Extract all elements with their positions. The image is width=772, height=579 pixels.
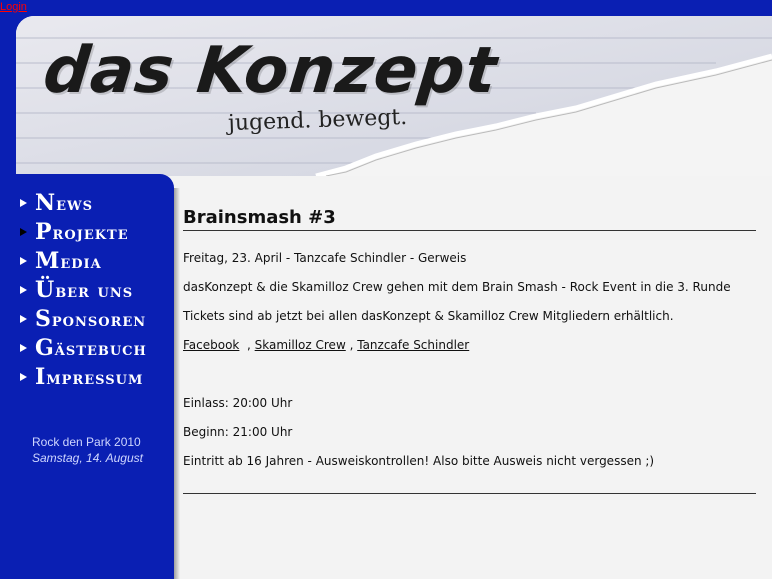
skamilloz-link[interactable]: Skamilloz Crew <box>254 338 346 352</box>
event-title: Rock den Park 2010 <box>32 435 141 449</box>
nav-item-sponsoren[interactable] <box>16 304 147 333</box>
nav-item-impressum[interactable] <box>16 362 147 391</box>
nav-item-projekte[interactable] <box>16 217 147 246</box>
article-title: Brainsmash #3 <box>183 206 756 231</box>
article-subtitle: Freitag, 23. April - Tanzcafe Schindler - Gerweis <box>183 251 467 265</box>
arrow-right-icon <box>20 286 27 294</box>
nav-item-news[interactable] <box>16 188 147 217</box>
site-tagline: jugend. bewegt. <box>227 104 408 137</box>
nav-label: Media <box>35 247 102 274</box>
sidebar <box>16 174 174 579</box>
header-banner <box>16 16 772 176</box>
arrow-right-icon <box>20 257 27 265</box>
nav-item-gaestebuch[interactable] <box>16 333 147 362</box>
nav-label: Gästebuch <box>35 334 147 361</box>
arrow-right-icon <box>20 373 27 381</box>
event-date: Samstag, 14. August <box>32 451 143 465</box>
beginn-text: Beginn: 21:00 Uhr <box>183 425 293 439</box>
nav-label: Projekte <box>35 218 129 245</box>
divider <box>183 493 756 494</box>
sidebar-shadow <box>174 188 180 579</box>
arrow-right-icon <box>20 344 27 352</box>
eintritt-text: Eintritt ab 16 Jahren - Ausweiskontrollen! Also bitte Ausweis nicht vergessen ;) <box>183 454 655 468</box>
article-links: Facebook , Skamilloz Crew , Tanzcafe Schindler <box>183 338 470 352</box>
nav-label: Über uns <box>35 276 134 303</box>
article-paragraph: dasKonzept & die Skamilloz Crew gehen mit dem Brain Smash - Rock Event in die 3. Runde <box>183 280 731 294</box>
tanzcafe-link[interactable]: Tanzcafe Schindler <box>357 338 470 352</box>
nav-label: Impressum <box>35 363 144 390</box>
main-nav <box>16 188 147 391</box>
einlass-text: Einlass: 20:00 Uhr <box>183 396 293 410</box>
nav-item-ueber-uns[interactable] <box>16 275 147 304</box>
arrow-right-icon <box>20 199 27 207</box>
facebook-link[interactable]: Facebook <box>183 338 240 352</box>
nav-label: Sponsoren <box>35 305 147 332</box>
arrow-right-icon <box>20 315 27 323</box>
login-link[interactable]: Login <box>0 1 27 13</box>
article <box>183 206 756 468</box>
arrow-right-icon <box>20 228 27 236</box>
nav-item-media[interactable] <box>16 246 147 275</box>
site-logo[interactable]: das Konzept <box>40 34 501 108</box>
article-paragraph: Tickets sind ab jetzt bei allen dasKonzept & Skamilloz Crew Mitgliedern erhältlich. <box>183 309 674 323</box>
page-container <box>16 16 772 579</box>
nav-label: News <box>35 189 94 216</box>
sidebar-event-teaser[interactable] <box>32 434 172 466</box>
